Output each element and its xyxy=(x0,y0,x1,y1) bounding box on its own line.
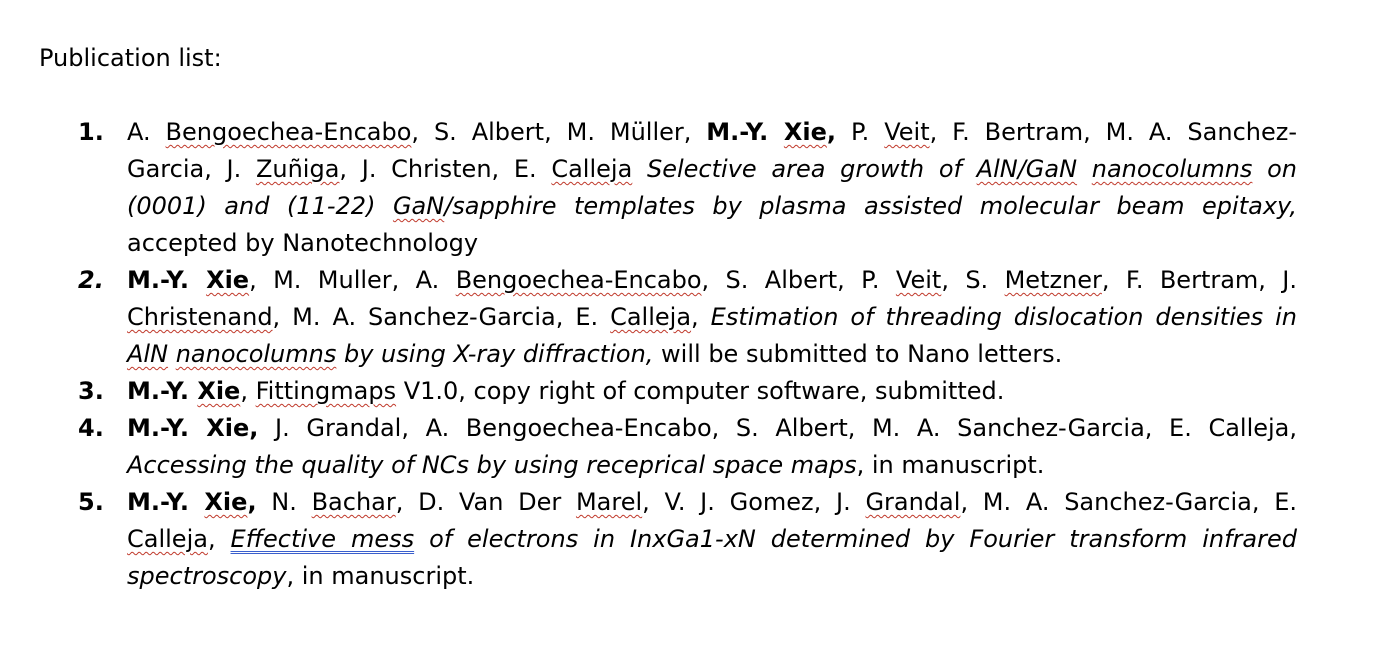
citation-text: , xyxy=(207,525,231,553)
publication-item xyxy=(0,410,1297,484)
paper-title-text: (0001) and (11-22) xyxy=(127,192,393,220)
citation-text: , M. A. Sanchez-Garcia, E. xyxy=(960,488,1298,516)
spellcheck-flagged-word: nanocolumns xyxy=(175,340,337,368)
spellcheck-flagged-word: AlN/GaN xyxy=(976,155,1078,183)
citation-text: , S. Albert, P. xyxy=(701,266,896,294)
spellcheck-flagged-word: Bengoechea-Encabo xyxy=(165,118,412,146)
citation-line xyxy=(127,114,1297,151)
paper-title-text: Estimation of threading dislocation densities in xyxy=(710,303,1297,331)
citation-text: will be submitted to Nano letters. xyxy=(653,340,1063,368)
list-number: 1. xyxy=(78,118,104,146)
citation-line xyxy=(127,225,1297,262)
citation-line xyxy=(127,521,1297,558)
citation-line xyxy=(127,336,1297,373)
spellcheck-flagged-word: Xie xyxy=(197,377,241,405)
citation-line xyxy=(127,447,1297,484)
spellcheck-flagged-word: Calleja xyxy=(127,525,208,553)
spellcheck-flagged-word: Marel xyxy=(575,488,643,516)
citation-line xyxy=(127,151,1297,188)
citation-text: , J. Christen, E. xyxy=(339,155,552,183)
author-name: M.-Y. xyxy=(127,488,205,516)
citation-text: accepted by Nanotechnology xyxy=(127,229,479,257)
publication-item xyxy=(0,373,1297,410)
author-name: M.-Y. xyxy=(706,118,784,146)
spellcheck-flagged-word: Bachar xyxy=(311,488,396,516)
citation-text: , D. Van Der xyxy=(395,488,576,516)
publication-item xyxy=(0,484,1297,595)
list-number: 5. xyxy=(78,488,104,516)
paper-title-text xyxy=(1077,155,1092,183)
spellcheck-flagged-word: Veit xyxy=(895,266,942,294)
list-number: 2. xyxy=(78,266,104,294)
citation-text: , V. J. Gomez, J. xyxy=(642,488,866,516)
paper-title-text: on xyxy=(1252,155,1298,183)
spellcheck-flagged-word: Bengoechea-Encabo xyxy=(455,266,702,294)
citation-text: , in manuscript. xyxy=(286,562,475,590)
citation-line xyxy=(127,558,1297,595)
grammar-flagged-text: Effective mess xyxy=(230,525,415,553)
list-number: 3. xyxy=(78,377,104,405)
citation-text: , S. xyxy=(941,266,1005,294)
spellcheck-flagged-word: Christenand xyxy=(127,303,273,331)
author-name: , xyxy=(247,488,257,516)
author-name: M.-Y. Xie, xyxy=(127,414,259,442)
spellcheck-flagged-word: Fittingmaps xyxy=(255,377,397,405)
spellcheck-flagged-word: Xie xyxy=(204,488,248,516)
spellcheck-flagged-word: Calleja xyxy=(610,303,692,331)
citation-line xyxy=(127,410,1297,447)
spellcheck-flagged-word: Xie xyxy=(206,266,250,294)
citation-text: A. xyxy=(127,118,166,146)
citation-text: , F. Bertram, M. A. Sanchez- xyxy=(929,118,1298,146)
spellcheck-flagged-word: Xie xyxy=(783,118,827,146)
spellcheck-flagged-word: nanocolumns xyxy=(1091,155,1253,183)
citation-text: J. Grandal, A. Bengoechea-Encabo, S. Albert, M. A. Sanchez-Garcia, E. Calleja, xyxy=(258,414,1298,442)
citation-text: , S. Albert, M. Müller, xyxy=(411,118,707,146)
citation-text: , in manuscript. xyxy=(856,451,1045,479)
page-title: Publication list: xyxy=(39,44,222,72)
spellcheck-flagged-word: Grandal xyxy=(865,488,961,516)
publication-item xyxy=(0,262,1297,373)
spellcheck-flagged-word: GaN xyxy=(392,192,445,220)
citation-text: , F. Bertram, J. xyxy=(1101,266,1298,294)
paper-title-text: /sapphire templates by plasma assisted molecular beam epitaxy, xyxy=(444,192,1297,220)
citation-line xyxy=(127,484,1297,521)
author-name: M.-Y. xyxy=(127,266,207,294)
paper-title-text: of electrons in InxGa1-xN determined by Fourier transform infrared xyxy=(414,525,1298,553)
citation-text: V1.0, copy right of computer software, submitted. xyxy=(396,377,1005,405)
citation-line xyxy=(127,262,1297,299)
citation-line xyxy=(127,373,1297,410)
citation-text: , xyxy=(691,303,711,331)
publication-item xyxy=(0,114,1297,262)
paper-title-text: by using X-ray diffraction, xyxy=(336,340,654,368)
citation-text: P. xyxy=(836,118,885,146)
author-name: , xyxy=(826,118,837,146)
paper-title-text xyxy=(168,340,176,368)
spellcheck-flagged-word: Zuñiga xyxy=(255,155,340,183)
citation-line xyxy=(127,188,1297,225)
paper-title-text: Selective area growth of xyxy=(647,155,977,183)
citation-text xyxy=(632,155,647,183)
publication-list xyxy=(0,114,1376,595)
author-name: M.-Y. xyxy=(127,377,198,405)
spellcheck-flagged-word: Calleja xyxy=(551,155,633,183)
citation-text: N. xyxy=(256,488,312,516)
spellcheck-flagged-word: Metzner xyxy=(1004,266,1102,294)
spellcheck-flagged-word: AlN xyxy=(127,340,169,368)
citation-line xyxy=(127,299,1297,336)
citation-text: , M. A. Sanchez-Garcia, E. xyxy=(272,303,611,331)
citation-text: Garcia, J. xyxy=(127,155,256,183)
spellcheck-flagged-word: Veit xyxy=(884,118,930,146)
paper-title-text: Accessing the quality of NCs by using receprical space maps xyxy=(127,451,857,479)
list-number: 4. xyxy=(78,414,104,442)
paper-title-text: spectroscopy xyxy=(127,562,287,590)
citation-text: , xyxy=(240,377,256,405)
citation-text: , M. Muller, A. xyxy=(249,266,456,294)
